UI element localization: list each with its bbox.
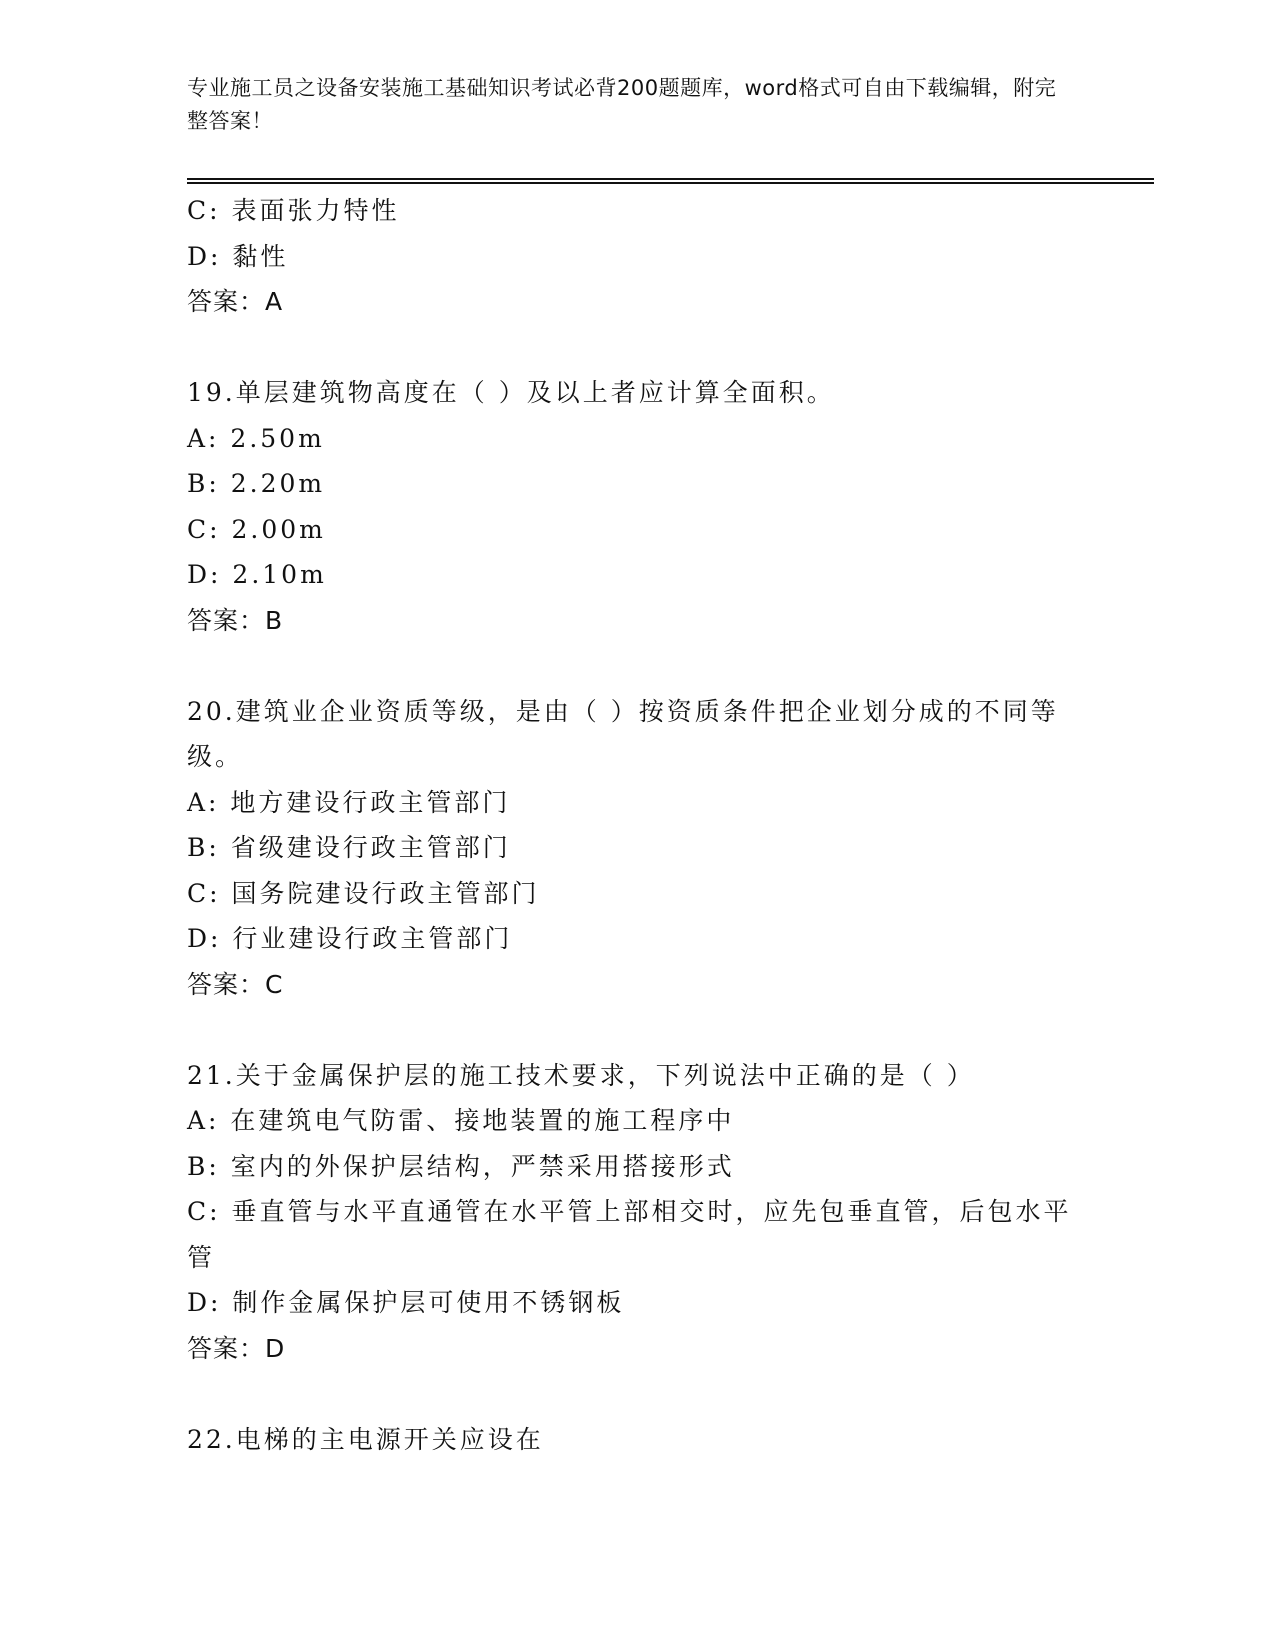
option-c: C: 垂直管与水平直通管在水平管上部相交时，应先包垂直管，后包水平管 xyxy=(187,1197,1072,1272)
question-block xyxy=(187,370,1087,643)
header-divider-top xyxy=(187,178,1154,180)
spacer xyxy=(187,325,1087,371)
question-block xyxy=(187,1417,1087,1463)
option-c: C: 2.00m xyxy=(187,514,326,544)
option-b: B: 省级建设行政主管部门 xyxy=(187,833,511,862)
spacer xyxy=(187,1007,1087,1053)
option-b: B: 室内的外保护层结构，严禁采用搭接形式 xyxy=(187,1151,735,1181)
answer: 答案：A xyxy=(187,287,284,316)
option-b: B: 2.20m xyxy=(187,469,326,498)
option-d: D: 制作金属保护层可使用不锈钢板 xyxy=(187,1288,625,1317)
document-header: 专业施工员之设备安装施工基础知识考试必背200题题库，word格式可自由下载编辑，附完整答案！ xyxy=(187,76,1057,133)
question-text: 22.电梯的主电源开关应设在 xyxy=(187,1424,544,1454)
spacer xyxy=(187,1371,1087,1417)
question-text: 19.单层建筑物高度在（ ）及以上者应计算全面积。 xyxy=(187,378,835,407)
question-text: 21.关于金属保护层的施工技术要求，下列说法中正确的是（ ） xyxy=(187,1060,975,1090)
option-a: A: 地方建设行政主管部门 xyxy=(187,787,511,817)
option-d: D: 2.10m xyxy=(187,560,327,589)
option-c: C: 国务院建设行政主管部门 xyxy=(187,878,540,908)
header-divider-bottom xyxy=(187,182,1154,184)
question-text: 20.建筑业企业资质等级，是由（ ）按资质条件把企业划分成的不同等级。 xyxy=(187,696,1059,771)
answer: 答案：C xyxy=(187,969,284,999)
option-a: A: 在建筑电气防雷、接地装置的施工程序中 xyxy=(187,1106,735,1135)
spacer xyxy=(187,643,1087,689)
option-d: D: 黏性 xyxy=(187,241,289,271)
question-block xyxy=(187,188,1087,325)
answer: 答案：B xyxy=(187,605,284,635)
option-c: C: 表面张力特性 xyxy=(187,196,400,225)
option-a: A: 2.50m xyxy=(187,423,325,453)
question-block xyxy=(187,1053,1087,1372)
question-list xyxy=(187,188,1087,1462)
question-block xyxy=(187,689,1087,1008)
answer: 答案：D xyxy=(187,1333,286,1363)
option-d: D: 行业建设行政主管部门 xyxy=(187,924,513,953)
